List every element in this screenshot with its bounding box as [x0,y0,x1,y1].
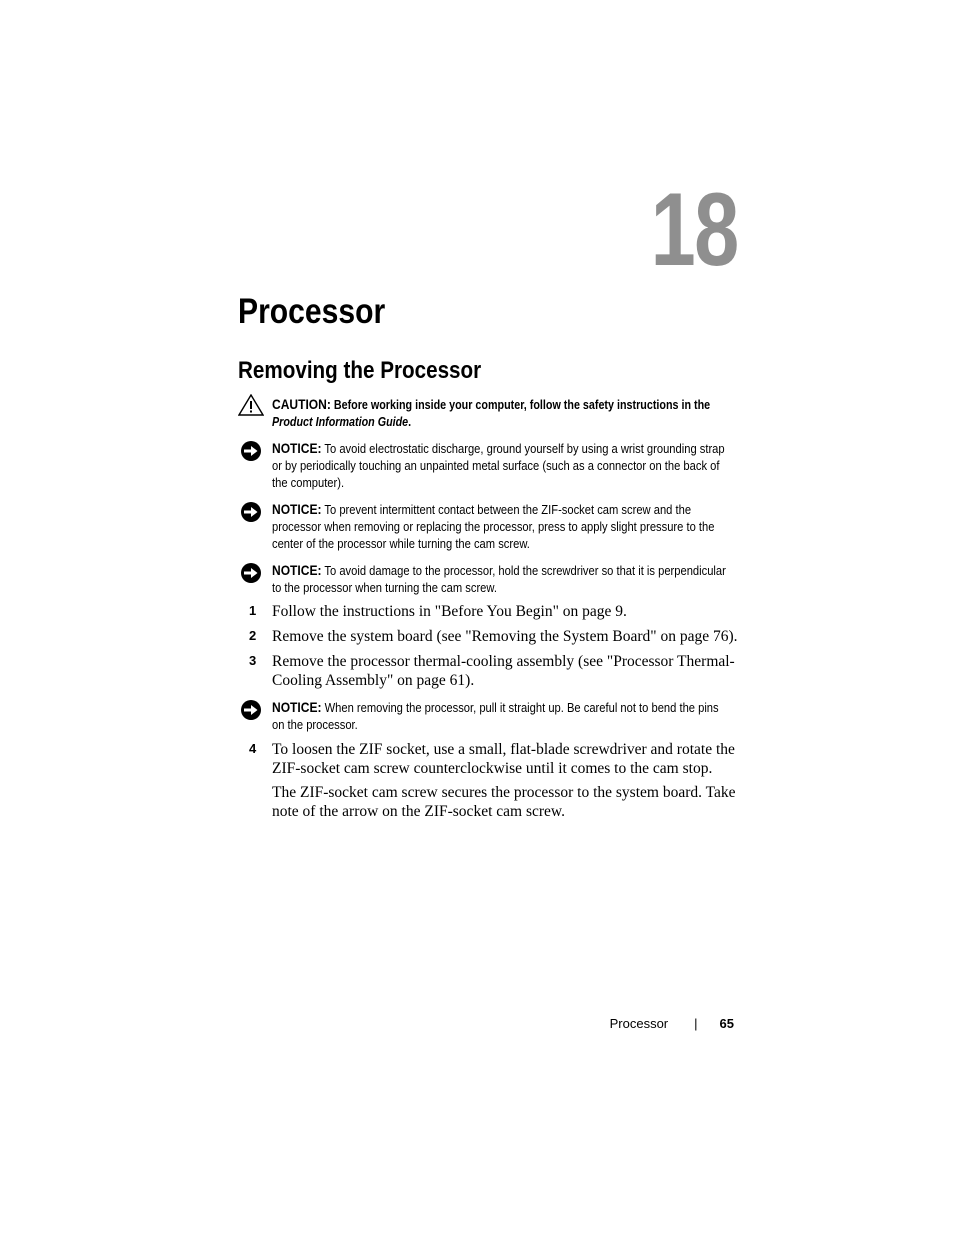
guide-title: Product Information Guide [272,415,409,429]
page-number: 65 [719,1016,734,1031]
notice-label: NOTICE: [272,562,322,578]
caution-text: CAUTION: Before working inside your computer, follow the safety instructions in the Product Information Guide. [272,396,711,429]
step-text: Follow the instructions in "Before You Begin" on page 9. [272,603,627,620]
notice-arrow-icon [238,699,264,721]
notice-label: NOTICE: [272,501,322,517]
section-title: Removing the Processor [238,357,482,384]
notice-note [238,699,738,733]
notice-note [238,501,738,552]
list-item [249,652,739,690]
step-number: 2 [249,628,257,643]
notice-arrow-icon [238,440,264,462]
caution-note [238,396,738,431]
notice-note [238,440,738,491]
notice-label: NOTICE: [272,699,322,715]
notice-text: NOTICE: To avoid damage to the processor, hold the screwdriver so that it is perpendicular to the processor when turning the cam screw. [272,562,726,595]
step-text: Remove the processor thermal-cooling assembly (see "Processor Thermal-Cooling Assembly" on page 61). [272,653,735,689]
notice-text: NOTICE: To prevent intermittent contact between the ZIF-socket cam screw and the processor when removing or replacing the processor, press to apply slight pressure to the center of the processor while turning the cam screw. [272,501,715,551]
chapter-title: Processor [238,292,386,331]
footer-section-name: Processor [609,1016,669,1031]
notice-label: NOTICE: [272,440,322,456]
step-followup-paragraph: The ZIF-socket cam screw secures the processor to the system board. Take note of the arrow on the ZIF-socket cam screw. [272,784,736,820]
step-number: 3 [249,653,257,668]
caution-label: CAUTION: [272,396,331,412]
notice-text: NOTICE: To avoid electrostatic discharge, ground yourself by using a wrist grounding strap or by periodically touching an unpainted metal surface (such as a connector on the back of the computer). [272,440,725,490]
step-number: 1 [249,603,257,618]
list-item [249,740,739,778]
footer-separator: | [694,1016,698,1031]
notice-text: NOTICE: When removing the processor, pull it straight up. Be careful not to bend the pins on the processor. [272,699,719,732]
warning-triangle-icon [238,394,264,416]
list-item [249,627,739,646]
step-text: Remove the system board (see "Removing the System Board" on page 76). [272,628,738,645]
notice-note [238,562,738,596]
step-text: To loosen the ZIF socket, use a small, flat-blade screwdriver and rotate the ZIF-socket cam screw counterclockwise until it comes to the cam stop. [272,741,735,777]
chapter-number: 18 [650,172,738,288]
notice-arrow-icon [238,501,264,523]
page-footer [610,1016,734,1032]
notice-arrow-icon [238,562,264,584]
list-item [249,602,739,621]
step-number: 4 [249,741,257,756]
